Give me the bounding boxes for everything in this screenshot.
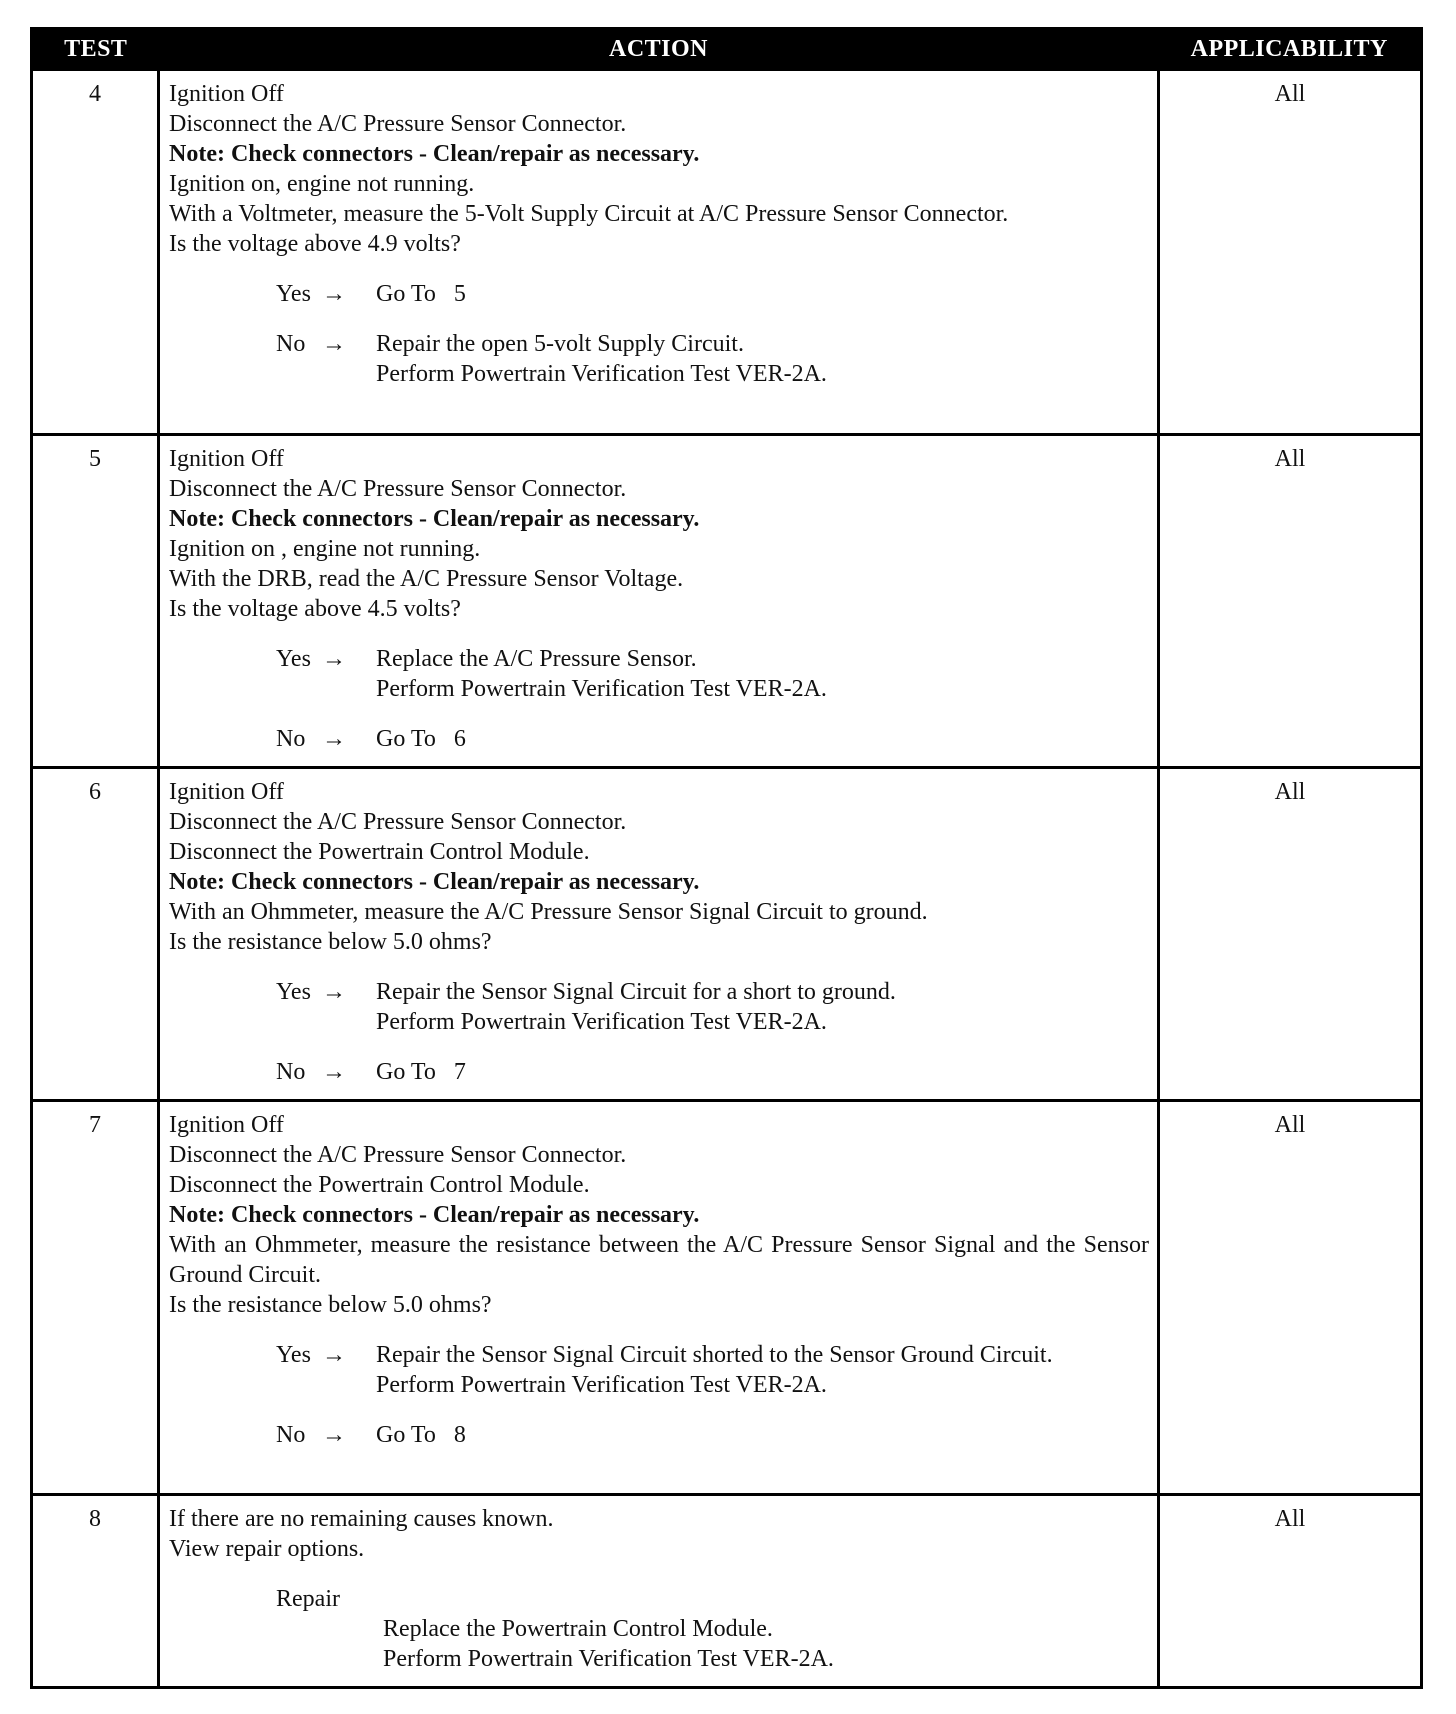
yes-branch (169, 644, 1149, 704)
no-label: No (276, 726, 306, 752)
step-line: View repair options. (169, 1536, 365, 1562)
repair-line: Perform Powertrain Verification Test VER-2A. (383, 1646, 834, 1672)
arrow-icon: → (322, 281, 346, 307)
goto-text: Go To (376, 1059, 436, 1085)
yes-branch (169, 279, 1149, 309)
result-line: Replace the A/C Pressure Sensor. (376, 646, 697, 672)
applicability-value: All (1159, 1101, 1422, 1495)
test-number: 7 (32, 1101, 159, 1495)
goto-step: 6 (453, 726, 466, 752)
applicability-value: All (1159, 435, 1422, 768)
step-line: Ignition Off (169, 1112, 284, 1138)
table-row (32, 1101, 1422, 1495)
diagnostic-table (30, 27, 1423, 1689)
header-action: ACTION (159, 29, 1159, 70)
arrow-icon: → (322, 1342, 346, 1368)
action-cell (159, 1495, 1159, 1688)
table-row (32, 1495, 1422, 1688)
step-line: With the DRB, read the A/C Pressure Sensor Voltage. (169, 566, 684, 592)
table-row (32, 768, 1422, 1101)
header-applicability: APPLICABILITY (1159, 29, 1422, 70)
yes-label: Yes (276, 281, 311, 307)
table-row (32, 70, 1422, 435)
step-line: Ignition on, engine not running. (169, 171, 475, 197)
arrow-icon: → (322, 646, 346, 672)
action-cell (159, 435, 1159, 768)
result-line: Perform Powertrain Verification Test VER-2A. (376, 1372, 827, 1398)
step-line: Ignition Off (169, 779, 284, 805)
step-line: Disconnect the A/C Pressure Sensor Connector. (169, 1142, 627, 1168)
goto-step: 7 (453, 1059, 466, 1085)
arrow-icon: → (322, 979, 346, 1005)
step-line: Ignition on , engine not running. (169, 536, 481, 562)
arrow-icon: → (322, 726, 346, 752)
no-label: No (276, 331, 306, 357)
question-line: Is the resistance below 5.0 ohms? (169, 929, 492, 955)
note-line: Note: Check connectors - Clean/repair as necessary. (169, 141, 700, 167)
no-label: No (276, 1059, 306, 1085)
step-line: Disconnect the Powertrain Control Module. (169, 1172, 590, 1198)
test-number: 5 (32, 435, 159, 768)
step-line: With an Ohmmeter, measure the resistance between the A/C Pressure Sensor Signal and the Sensor Ground Circuit. (169, 1232, 1149, 1288)
arrow-icon: → (322, 1422, 346, 1448)
note-line: Note: Check connectors - Clean/repair as necessary. (169, 1202, 700, 1228)
no-branch (169, 1057, 1149, 1087)
step-line: If there are no remaining causes known. (169, 1506, 554, 1532)
repair-line: Replace the Powertrain Control Module. (383, 1616, 773, 1642)
header-test: TEST (32, 29, 159, 70)
step-line: Ignition Off (169, 81, 284, 107)
result-line: Perform Powertrain Verification Test VER-2A. (376, 361, 827, 387)
action-cell (159, 1101, 1159, 1495)
applicability-value: All (1159, 1495, 1422, 1688)
result-line: Perform Powertrain Verification Test VER-2A. (376, 676, 827, 702)
no-branch (169, 1420, 1149, 1450)
result-line: Repair the open 5-volt Supply Circuit. (376, 331, 744, 357)
goto-text: Go To (376, 281, 436, 307)
step-line: Disconnect the Powertrain Control Module. (169, 839, 590, 865)
result-line: Repair the Sensor Signal Circuit for a short to ground. (376, 979, 896, 1005)
arrow-icon: → (322, 331, 346, 357)
yes-label: Yes (276, 979, 311, 1005)
repair-label: Repair (276, 1586, 340, 1612)
note-line: Note: Check connectors - Clean/repair as necessary. (169, 506, 700, 532)
result-line: Perform Powertrain Verification Test VER-2A. (376, 1009, 827, 1035)
step-line: Disconnect the A/C Pressure Sensor Connector. (169, 111, 627, 137)
no-label: No (276, 1422, 306, 1448)
step-line: Disconnect the A/C Pressure Sensor Connector. (169, 476, 627, 502)
question-line: Is the voltage above 4.5 volts? (169, 596, 461, 622)
goto-text: Go To (376, 1422, 436, 1448)
action-cell (159, 768, 1159, 1101)
result-line: Repair the Sensor Signal Circuit shorted to the Sensor Ground Circuit. (376, 1342, 1053, 1368)
test-number: 8 (32, 1495, 159, 1688)
goto-step: 8 (453, 1422, 466, 1448)
yes-branch (169, 977, 1149, 1037)
applicability-value: All (1159, 768, 1422, 1101)
no-branch (169, 724, 1149, 754)
table-row (32, 435, 1422, 768)
test-number: 4 (32, 70, 159, 435)
step-line: With a Voltmeter, measure the 5-Volt Supply Circuit at A/C Pressure Sensor Connector. (169, 201, 1009, 227)
step-line: With an Ohmmeter, measure the A/C Pressure Sensor Signal Circuit to ground. (169, 899, 928, 925)
step-line: Disconnect the A/C Pressure Sensor Connector. (169, 809, 627, 835)
goto-step: 5 (453, 281, 466, 307)
yes-label: Yes (276, 1342, 311, 1368)
no-branch (169, 329, 1149, 389)
table-header-row (32, 29, 1422, 70)
test-number: 6 (32, 768, 159, 1101)
question-line: Is the resistance below 5.0 ohms? (169, 1292, 492, 1318)
yes-branch (169, 1340, 1149, 1400)
arrow-icon: → (322, 1059, 346, 1085)
goto-text: Go To (376, 726, 436, 752)
question-line: Is the voltage above 4.9 volts? (169, 231, 461, 257)
action-cell (159, 70, 1159, 435)
yes-label: Yes (276, 646, 311, 672)
step-line: Ignition Off (169, 446, 284, 472)
note-line: Note: Check connectors - Clean/repair as necessary. (169, 869, 700, 895)
applicability-value: All (1159, 70, 1422, 435)
